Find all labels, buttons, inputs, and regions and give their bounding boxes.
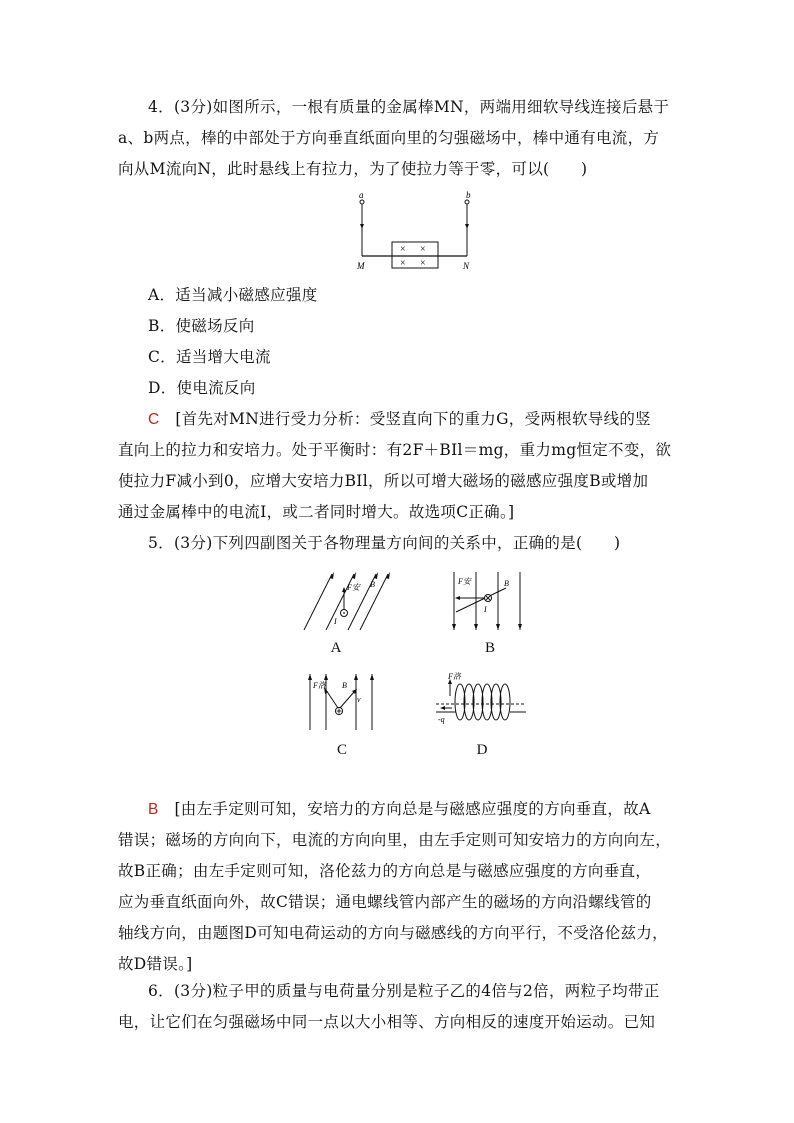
q4-option-b: B．使磁场反向 — [148, 317, 255, 335]
q4-explanation-line-4: 通过金属棒中的电流I，或二者同时增大。故选项C正确。] — [118, 503, 515, 521]
q4-line-1: 4．(3分)如图所示，一根有质量的金属棒MN，两端用细软导线连接后悬于 — [148, 98, 670, 116]
field-arrow — [352, 572, 356, 579]
label-I: I — [484, 605, 487, 614]
q5-explanation-line-1: [由左手定则可知，安培力的方向总是与磁感应强度的方向垂直，故A — [174, 800, 651, 818]
q4-figure — [350, 188, 480, 273]
q4-point-a — [360, 200, 364, 204]
q5-figure-b — [448, 570, 528, 632]
field-arrow — [354, 674, 358, 680]
q6-line-2: 电，让它们在匀强磁场中同一点以大小相等、方向相反的速度开始运动。已知 — [118, 1013, 656, 1031]
force-arrowhead — [455, 596, 460, 600]
field-arrow — [308, 674, 312, 680]
q4-arrow-right — [465, 224, 469, 229]
field-arrow — [374, 572, 378, 579]
label-F-an: F安 — [347, 583, 360, 592]
q4-option-c: C．适当增大电流 — [148, 348, 271, 366]
field-arrow — [330, 572, 334, 579]
field-arrow — [370, 674, 374, 680]
q4-cross: × — [400, 258, 406, 269]
q6-line-1: 6．(3分)粒子甲的质量与电荷量分别是粒子乙的4倍与2倍，两粒子均带正 — [148, 982, 660, 1000]
q5-explanation-line-5: 轴线方向，由题图D可知电荷运动的方向与磁感线的方向平行，不受洛伦兹力， — [118, 924, 668, 942]
label-F-an: F安 — [458, 577, 471, 586]
q4-field-region — [392, 242, 438, 268]
q5-explanation-line-3: 故B正确；由左手定则可知，洛伦兹力的方向总是与磁感应强度的方向垂直， — [118, 862, 652, 880]
field-arrow — [496, 624, 500, 630]
q5-stem — [118, 528, 678, 559]
q4-stem — [118, 92, 678, 185]
q5-explanation-line-2: 错误；磁场的方向向下，电流的方向向里，由左手定则可知安培力的方向向左， — [118, 831, 672, 849]
q6-stem — [118, 976, 678, 1038]
field-arrow — [324, 674, 328, 680]
q4-line-3: 向从M流向N，此时悬线上有拉力，为了使拉力等于零，可以( ) — [118, 160, 588, 178]
q4-explanation-line-3: 使拉力F减小到0，应增大安培力BIl，所以可增大磁场的磁感应强度B或增加 — [118, 472, 649, 490]
label-B: B — [504, 579, 509, 588]
current-out-dot — [343, 612, 345, 614]
q5-figure-c — [304, 672, 384, 732]
q4-explanation-line-2: 直向上的拉力和安培力。处于平衡时：有2F＋BIl＝mg，重力mg恒定不变，欲 — [118, 441, 672, 459]
q4-option-d: D．使电流反向 — [148, 379, 256, 397]
q4-answer-letter: C — [148, 411, 160, 428]
q4-point-b — [465, 200, 469, 204]
field-arrow — [386, 572, 390, 579]
label-charge: -q — [438, 715, 445, 724]
q4-explanation — [118, 404, 678, 528]
label-B: B — [342, 681, 347, 690]
label-F-luo: F洛 — [448, 672, 461, 681]
field-arrow — [452, 624, 456, 630]
velocity-arrowhead — [440, 706, 445, 710]
q5-caption-c: C — [336, 742, 347, 758]
q5-answer-letter: B — [148, 801, 159, 818]
force-arrow — [326, 690, 338, 708]
velocity-arrow — [340, 692, 354, 708]
q4-label-a: a — [359, 190, 364, 200]
field-arrow — [518, 624, 522, 630]
q4-cross: × — [420, 258, 426, 269]
q5-figure-a — [300, 570, 390, 632]
q4-label-N: N — [463, 261, 470, 271]
q5-caption-b: B — [484, 640, 495, 656]
q4-explanation-line-1: [首先对MN进行受力分析：受竖直向下的重力G，受两根软导线的竖 — [175, 410, 651, 428]
q4-label-b: b — [466, 190, 471, 200]
label-I: I — [334, 617, 337, 626]
q4-arrow-left — [360, 224, 364, 229]
q5-figure-d — [434, 670, 530, 730]
q4-option-a: A．适当减小磁感应强度 — [148, 286, 318, 304]
q5-line-1: 5．(3分)下列四副图关于各物理量方向间的关系中，正确的是( ) — [148, 534, 621, 552]
label-F-luo: F洛 — [313, 681, 326, 690]
q4-cross: × — [400, 244, 406, 255]
label-B: B — [370, 580, 375, 589]
q5-explanation-line-4: 应为垂直纸面向外，故C错误；通电螺线管内部产生的磁场的方向沿螺线管的 — [118, 893, 652, 911]
q5-explanation-line-6: 故D错误。] — [118, 955, 193, 973]
field-arrow — [474, 624, 478, 630]
q5-caption-d: D — [476, 742, 488, 758]
q4-line-2: a、b两点，棒的中部处于方向垂直纸面向里的匀强磁场中，棒中通有电流，方 — [118, 129, 660, 147]
label-v: v — [357, 695, 361, 704]
q5-explanation — [118, 794, 678, 980]
q5-caption-a: A — [330, 640, 342, 656]
q4-cross: × — [420, 244, 426, 255]
field-line — [304, 574, 332, 630]
q4-label-M: M — [357, 261, 365, 271]
force-arrowhead — [342, 587, 346, 592]
